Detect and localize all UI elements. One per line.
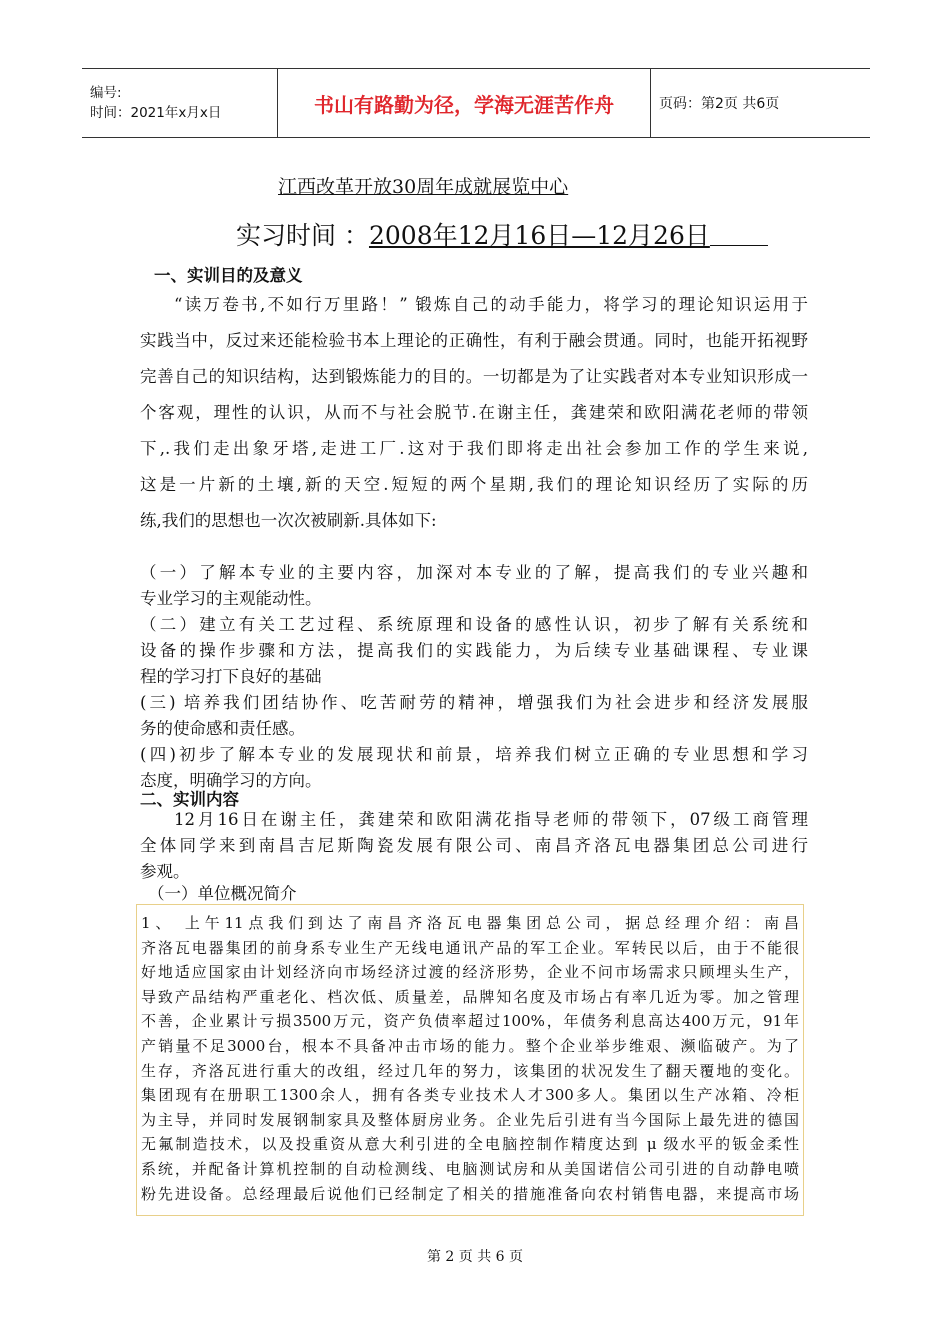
box-line: 系统，并配备计算机控制的自动检测线、电脑测试房和从美国诺信公司引进的自动静电喷 bbox=[141, 1159, 799, 1178]
page-header bbox=[82, 68, 870, 138]
period-value: 2008年12月16日—12月26日 bbox=[368, 221, 710, 250]
objective-line: 态度，明确学习的方向。 bbox=[140, 771, 322, 790]
box-line: 为主导，并同时发展钢制家具及整体厨房业务。企业先后引进有当今国际上最先进的德国 bbox=[141, 1110, 799, 1129]
box-line: 产销量不足3000台，根本不具备冲击市场的能力。整个企业举步维艰、濒临破产。为了 bbox=[141, 1036, 799, 1055]
paragraph-line: 个客观，理性的认识，从而不与社会脱节.在谢主任，龚建荣和欧阳满花老师的带领 bbox=[140, 403, 808, 422]
header-meta bbox=[82, 69, 278, 137]
box-line: 不善，企业累计亏损3500万元，资产负债率超过100%，年债务利息高达400万元，91年 bbox=[141, 1012, 799, 1031]
time-label: 时间：2021年x月x日 bbox=[90, 105, 222, 121]
page-footer: 第 2 页 共 6 页 bbox=[426, 1249, 524, 1265]
paragraph-line: 这是一片新的土壤,新的天空.短短的两个星期,我们的理论知识经历了实际的历 bbox=[140, 475, 808, 494]
objective-line: （二）建立有关工艺过程、系统原理和设备的感性认识，初步了解有关系统和 bbox=[140, 615, 808, 634]
motto-text: 书山有路勤为径，学海无涯苦作舟 bbox=[314, 92, 614, 117]
header-motto bbox=[278, 69, 651, 137]
box-line: 好地适应国家由计划经济向市场经济过渡的经济形势，企业不问市场需求只顾埋头生产， bbox=[141, 963, 799, 982]
box-line: 导致产品结构严重老化、档次低、质量差，品牌知名度及市场占有率几近为零。加之管理 bbox=[141, 987, 799, 1006]
page-label: 页码：第2页 共6页 bbox=[659, 96, 780, 112]
objective-line: (四)初步了解本专业的发展现状和前景，培养我们树立正确的专业思想和学习 bbox=[140, 745, 808, 764]
objective-line: 程的学习打下良好的基础 bbox=[140, 667, 322, 686]
objective-line: (三) 培养我们团结协作、吃苦耐劳的精神，增强我们为社会进步和经济发展服 bbox=[140, 693, 808, 712]
header-page-number bbox=[651, 69, 870, 137]
objective-line: 专业学习的主观能动性。 bbox=[140, 589, 322, 608]
internship-period bbox=[236, 216, 768, 252]
company-overview-box bbox=[136, 904, 804, 1216]
paragraph-line: 实践当中，反过来还能检验书本上理论的正确性，有利于融会贯通。同时，也能开拓视野 bbox=[140, 331, 808, 350]
section1-objectives bbox=[140, 560, 808, 794]
period-label: 实习时间 bbox=[236, 221, 337, 250]
section2-intro bbox=[140, 833, 808, 885]
box-line: 齐洛瓦电器集团的前身系专业生产无线电通讯产品的军工企业。军转民以后，由于不能很 bbox=[141, 938, 799, 957]
objective-line: 务的使命感和责任感。 bbox=[140, 719, 305, 738]
section2-intro-first bbox=[174, 807, 808, 833]
box-line: 集团现有在册职工1300余人，拥有各类专业技术人才300多人。集团以生产冰箱、冷柜 bbox=[141, 1086, 799, 1105]
section1-intro-first bbox=[174, 287, 808, 323]
period-colon: ： bbox=[343, 221, 369, 250]
box-line: 无氟制造技术，以及投重资从意大利引进的全电脑控制作精度达到 μ 级水平的钣金柔性 bbox=[141, 1135, 799, 1154]
code-label: 编号: bbox=[90, 85, 122, 101]
unit-overview-heading: （一）单位概况简介 bbox=[148, 884, 297, 903]
box-line: 粉先进设备。总经理最后说他们已经制定了相关的措施准备向农村销售电器，来提高市场 bbox=[141, 1184, 799, 1203]
paragraph-line: 下,.我们走出象牙塔,走进工厂.这对于我们即将走出社会参加工作的学生来说, bbox=[140, 439, 808, 458]
paragraph-line: 参观。 bbox=[140, 862, 190, 881]
paragraph-line: 练,我们的思想也一次次被刷新.具体如下: bbox=[140, 511, 437, 530]
box-line: 1、 上午11点我们到达了南昌齐洛瓦电器集团总公司，据总经理介绍：南昌 bbox=[141, 914, 799, 932]
objective-line: （一）了解本专业的主要内容，加深对本专业的了解，提高我们的专业兴趣和 bbox=[140, 563, 808, 582]
period-underline bbox=[710, 223, 768, 246]
paragraph-line: 全体同学来到南昌吉尼斯陶瓷发展有限公司、南昌齐洛瓦电器集团总公司进行 bbox=[140, 836, 808, 855]
document-title: 江西改革开放30周年成就展览中心 bbox=[278, 176, 569, 198]
paragraph-line: 完善自己的知识结构，达到锻炼能力的目的。一切都是为了让实践者对本专业知识形成一 bbox=[140, 367, 808, 386]
section1-heading: 一、实训目的及意义 bbox=[154, 266, 303, 285]
paragraph-line: “读万卷书,不如行万里路！” 锻炼自己的动手能力，将学习的理论知识运用于 bbox=[174, 295, 808, 314]
paragraph-line: 12月16日在谢主任，龚建荣和欧阳满花指导老师的带领下，07级工商管理 bbox=[174, 810, 808, 829]
objective-line: 设备的操作步骤和方法，提高我们的实践能力，为后续专业基础课程、专业课 bbox=[140, 641, 808, 660]
section1-intro bbox=[140, 323, 808, 539]
box-line: 生存，齐洛瓦进行重大的改组，经过几年的努力，该集团的状况发生了翻天覆地的变化。 bbox=[141, 1061, 799, 1080]
section2-heading: 二、实训内容 bbox=[140, 790, 239, 809]
